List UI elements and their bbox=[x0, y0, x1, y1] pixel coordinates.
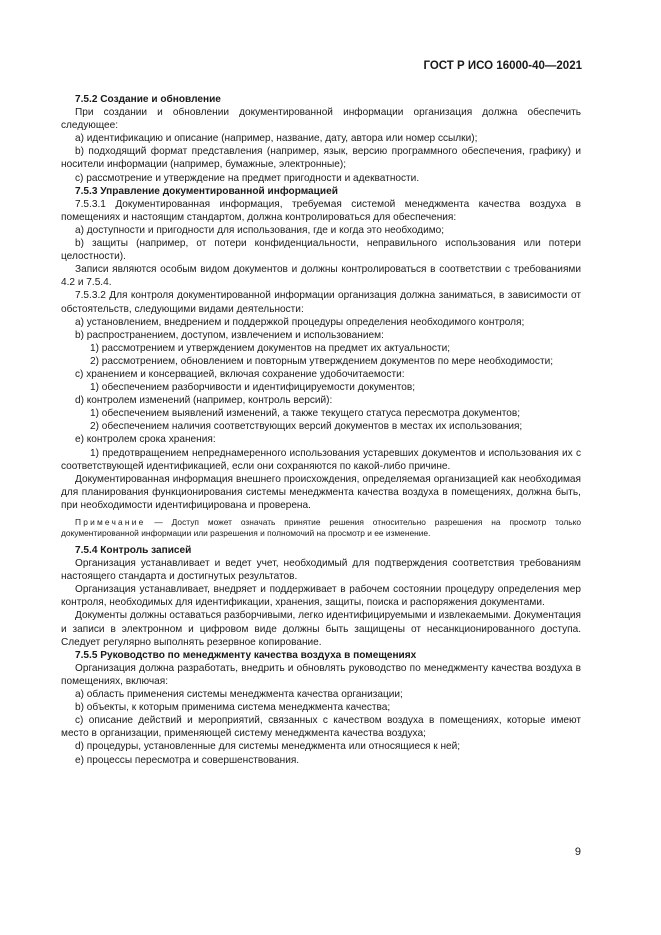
paragraph: Документированная информация внешнего происхождения, определяемая организацией как необходимая для планирования функционирования системы менеджмента качества воздуха в помещениях, должна быть, при необходимости идентифицирована и проверена. bbox=[61, 473, 581, 511]
paragraph: 7.5.3.2 Для контроля документированной информации организация должна заниматься, в зависимости от обстоятельств, следующими видами деятельности: bbox=[61, 290, 581, 315]
list-item: c) описание действий и мероприятий, связанных с качеством воздуха в помещениях, которые имеют место в организации, применяющей систему менеджмента качества воздуха; bbox=[61, 715, 581, 740]
paragraph: Записи являются особым видом документов и должны контролироваться в соответствии с требованиями 4.2 и 7.5.4. bbox=[61, 264, 581, 289]
sub-list-item: 1) рассмотрением и утверждением документов на предмет их актуальности; bbox=[90, 342, 451, 354]
list-item: b) защиты (например, от потери конфиденциальности, неправильного использования или потери целостности). bbox=[61, 238, 581, 263]
list-item: b) подходящий формат представления (например, язык, версию программного обеспечения, графику) и носители информации (например, бумажные, электронные); bbox=[61, 146, 581, 171]
list-item: b) объекты, к которым применима система менеджмента качества; bbox=[75, 702, 391, 714]
standard-designation: ГОСТ Р ИСО 16000-40—2021 bbox=[423, 60, 582, 72]
document-body bbox=[61, 93, 581, 767]
list-item: a) доступности и пригодности для использования, где и когда это необходимо; bbox=[75, 224, 445, 236]
sub-list-item: 1) предотвращением непреднамеренного использования устаревших документов и использования их с соответствующей идентификацией, если они сохраняются по какой-либо причине. bbox=[61, 447, 581, 472]
list-item: a) идентификацию и описание (например, название, дату, автора или номер ссылки); bbox=[75, 133, 478, 145]
list-item: d) контролем изменений (например, контроль версий): bbox=[75, 395, 333, 407]
note-text: — Доступ может означать принятие решения относительно разрешения на просмотр только документированной информации или разрешения и полномочий на просмотр и ее изменение. bbox=[61, 517, 582, 538]
section-heading-7-5-3: 7.5.3 Управление документированной информацией bbox=[75, 185, 338, 197]
paragraph: Организация устанавливает, внедряет и поддерживает в рабочем состоянии процедуру определения мер контроля, необходимых для идентификации, хранения, защиты, поиска и распоряжения документами. bbox=[61, 584, 581, 609]
paragraph: Организация должна разработать, внедрить и обновлять руководство по менеджменту качества воздуха в помещениях, включая: bbox=[61, 662, 581, 687]
list-item: c) хранением и консервацией, включая сохранение удобочитаемости: bbox=[75, 368, 405, 380]
list-item: e) контролем срока хранения: bbox=[75, 434, 216, 446]
section-heading-7-5-4: 7.5.4 Контроль записей bbox=[75, 545, 192, 556]
list-item: d) процедуры, установленные для системы менеджмента или относящиеся к ней; bbox=[75, 741, 461, 753]
sub-list-item: 1) обеспечением разборчивости и идентифицируемости документов; bbox=[90, 382, 416, 394]
section-heading-7-5-2: 7.5.2 Создание и обновление bbox=[75, 94, 221, 105]
list-item: a) область применения системы менеджмента качества организации; bbox=[75, 689, 403, 701]
sub-list-item: 1) обеспечением выявлений изменений, а также текущего статуса пересмотра документов; bbox=[90, 408, 521, 420]
section-heading-7-5-5: 7.5.5 Руководство по менеджменту качества воздуха в помещениях bbox=[75, 649, 417, 661]
list-item: b) распространением, доступом, извлечением и использованием: bbox=[75, 329, 384, 341]
sub-list-item: 2) обеспечением наличия соответствующих версий документов в местах их использования; bbox=[90, 421, 523, 433]
sub-list-item: 2) рассмотрением, обновлением и повторным утверждением документов по мере необходимости; bbox=[90, 355, 554, 367]
note-label: Примечание bbox=[75, 517, 146, 527]
paragraph: Организация устанавливает и ведет учет, необходимый для подтверждения соответствия требованиям настоящего стандарта и достигнутых результатов. bbox=[61, 558, 581, 583]
note bbox=[61, 517, 581, 539]
page-number: 9 bbox=[574, 846, 581, 858]
list-item: e) процессы пересмотра и совершенствования. bbox=[75, 754, 300, 766]
paragraph: При создании и обновлении документированной информации организация должна обеспечить следующее: bbox=[61, 107, 581, 132]
list-item: c) рассмотрение и утверждение на предмет пригодности и адекватности. bbox=[75, 172, 420, 184]
list-item: a) установлением, внедрением и поддержкой процедуры определения необходимого контроля; bbox=[75, 316, 525, 328]
paragraph: 7.5.3.1 Документированная информация, требуемая системой менеджмента качества воздуха в помещениях и настоящим стандартом, должна контролироваться для обеспечения: bbox=[61, 198, 581, 223]
paragraph: Документы должны оставаться разборчивыми, легко идентифицируемыми и извлекаемыми. Документация и записи в электронном и цифровом виде должны быть защищены от несанкционированного доступа. Следует регулярно выполнять резервное копирование. bbox=[61, 610, 581, 648]
